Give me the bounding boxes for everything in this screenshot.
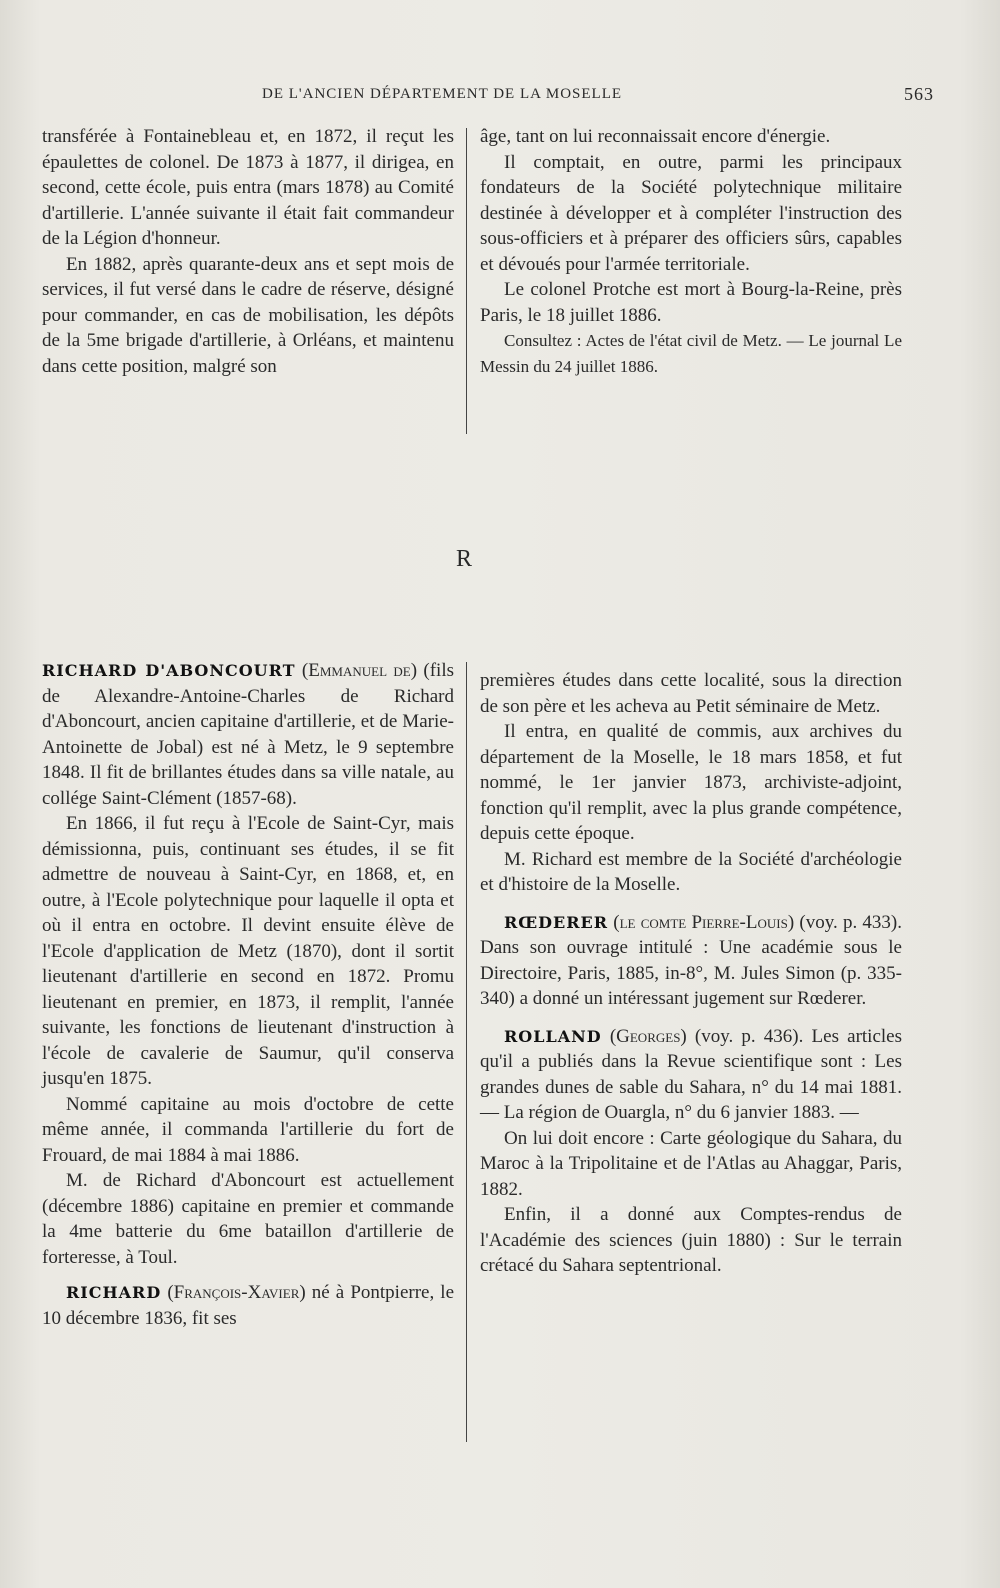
right-column-top <box>480 124 902 379</box>
paragraph: Il entra, en qualité de commis, aux archives du département de la Moselle, le 18 mars 1858, et fut nommé, le 1er janvier 1873, archiviste-adjoint, fonction qu'il remplit, avec la plus grande compétence, depuis cette époque. <box>480 721 902 844</box>
reference-note: Consultez : Actes de l'état civil de Metz. — Le journal Le Messin du 24 juillet 1886. <box>480 331 902 376</box>
paragraph: M. de Richard d'Aboncourt est actuellement (décembre 1886) capitaine en premier et commande la 4me batterie du 6me bataillon d'artillerie de forteresse, à Toul. <box>42 1170 454 1268</box>
running-title: DE L'ANCIEN DÉPARTEMENT DE LA MOSELLE <box>262 86 623 102</box>
paragraph: On lui doit encore : Carte géologique du Sahara, du Maroc à la Tripolitaine et de l'Atlas au Ahaggar, Paris, 1882. <box>480 1127 902 1200</box>
paragraph: transférée à Fontainebleau et, en 1872, il reçut les épaulettes de colonel. De 1873 à 1877, il dirigea, en second, cette école, puis entra (mars 1878) au Comité d'artillerie. L'année suivante il était fait commandeur de la Légion d'honneur. <box>42 126 454 249</box>
entry-name: (François-Xavier) <box>167 1282 306 1303</box>
paragraph: Il comptait, en outre, parmi les principaux fondateurs de la Société polytechnique militaire destinée à développer et à compléter l'instruction des sous-officiers et à préparer des officiers sûrs, capables et dévoués pour l'armée territoriale. <box>480 151 902 275</box>
paragraph: Le colonel Protche est mort à Bourg-la-Reine, près Paris, le 18 juillet 1886. <box>480 279 902 326</box>
page-number: 563 <box>904 84 934 104</box>
entry-name: (Georges) <box>609 1025 687 1047</box>
column-divider-top <box>466 128 467 434</box>
paragraph: Enfin, il a donné aux Comptes-rendus de l'Académie des sciences (juin 1880) : Sur le terrain crétacé du Sahara septentrional. <box>480 1204 902 1276</box>
paragraph: M. Richard est membre de la Société d'archéologie et d'histoire de la Moselle. <box>480 848 902 895</box>
section-letter: R <box>456 546 473 572</box>
page-header <box>60 84 940 108</box>
entry-heading: RICHARD <box>66 1283 162 1302</box>
paragraph: (voy. p. 436). Les articles qu'il a publiés dans la Revue scientifique sont : Les grandes dunes de sable du Sahara, n° du 14 mai 1881. — La région de Ouargla, n° du 6 janvier 1883. — <box>480 1025 902 1123</box>
right-column-bottom <box>480 668 902 1279</box>
entry-rolland <box>480 1024 902 1126</box>
paragraph: En 1882, après quarante-deux ans et sept mois de services, il fut versé dans le cadre de réserve, désigné pour commander, en cas de mobilisation, les dépôts de la 5me brigade d'artillerie, à Orléans, et maintenu dans cette position, malgré son <box>42 253 454 377</box>
paragraph: né à Pontpierre, le 10 décembre 1836, fit ses <box>42 1282 455 1329</box>
entry-name: (le comte Pierre-Louis) <box>613 911 795 933</box>
entry-heading: RŒDERER <box>504 912 609 932</box>
paragraph: âge, tant on lui reconnaissait encore d'énergie. <box>480 126 831 147</box>
entry-richard-fx <box>42 1280 454 1331</box>
entry-heading: ROLLAND <box>504 1026 602 1046</box>
paragraph: (voy. p. 433). Dans son ouvrage intitulé : Une académie sous le Directoire, Paris, 1885, in-8°, M. Jules Simon (p. 335-340) a donné un intéressant jugement sur Rœderer. <box>480 911 903 1009</box>
entry-name: (Emmanuel de) <box>301 660 418 681</box>
entry-richard-daboncourt <box>42 658 454 811</box>
left-column-bottom <box>42 658 454 1331</box>
entry-roederer <box>480 910 902 1012</box>
paragraph: (fils de Alexandre-Antoine-Charles de Richard d'Aboncourt, ancien capitaine d'artillerie, et de Marie-Antoinette de Jobal) est né à Metz, le 9 septembre 1848. Il fit de brillantes études dans sa ville natale, au collége Saint-Clément (1857-68). <box>42 660 455 809</box>
paragraph: En 1866, il fut reçu à l'Ecole de Saint-Cyr, mais démissionna, puis, continuant ses études, il se fit admettre de nouveau à Saint-Cyr, en 1868, et, en outre, à l'Ecole polytechnique pour laquelle il opta et où il entra en octobre. Il devint ensuite élève de l'Ecole d'application de Metz (1870), dont il sortit lieutenant d'artillerie en second en 1872. Promu lieutenant en premier, en 1873, il remplit, l'année suivante, les fonctions de lieutenant d'instruction à l'école de cavalerie de Saumur, qu'il conserva jusqu'en 1875. <box>42 813 454 1089</box>
column-divider-bottom <box>466 662 467 1442</box>
entry-heading: RICHARD D'ABONCOURT <box>42 661 296 680</box>
paragraph: Nommé capitaine au mois d'octobre de cette même année, il commanda l'artillerie du fort de Frouard, de mai 1884 à mai 1886. <box>42 1093 454 1166</box>
left-column-top <box>42 124 454 379</box>
paragraph: premières études dans cette localité, sous la direction de son père et les acheva au Petit séminaire de Metz. <box>480 670 902 717</box>
